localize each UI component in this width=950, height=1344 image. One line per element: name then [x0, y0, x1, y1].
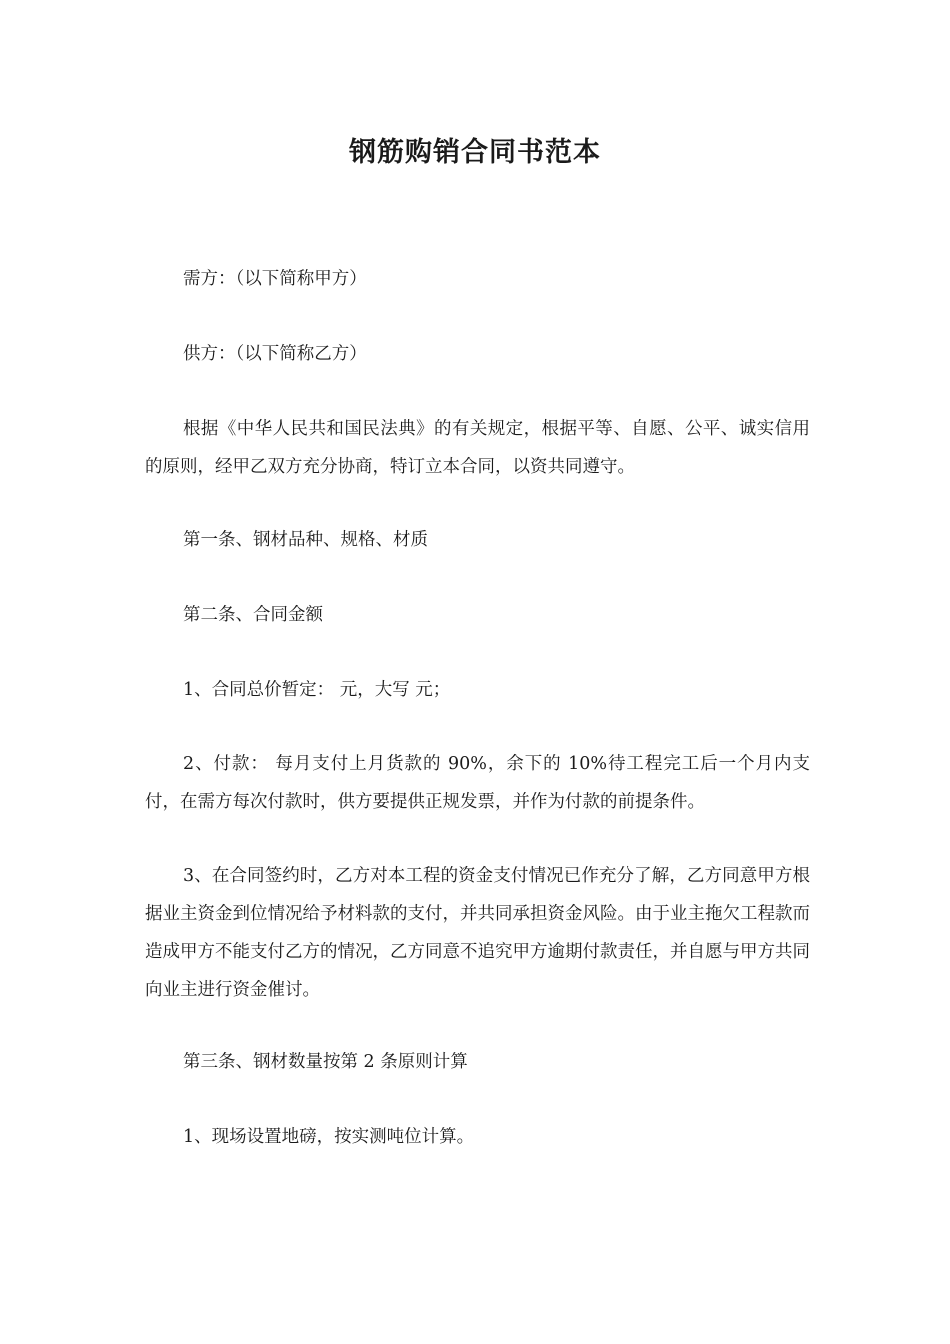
article-2-item-3: 3、在合同签约时，乙方对本工程的资金支付情况已作充分了解，乙方同意甲方根据业主资金到位情况给予材料款的支付，并共同承担资金风险。由于业主拖欠工程款而造成甲方不能支付乙方的情况，乙方同意不追究甲方逾期付款责任，并自愿与甲方共同向业主进行资金催讨。: [145, 866, 810, 1000]
article-3-heading: 第三条、钢材数量按第 2 条原则计算: [183, 1052, 468, 1072]
article-2-item-1: 1、合同总价暂定： 元，大写 元；: [183, 680, 451, 700]
preamble-paragraph: 根据《中华人民共和国民法典》的有关规定，根据平等、自愿、公平、诚实信用的原则，经甲乙双方充分协商，特订立本合同，以资共同遵守。: [145, 419, 810, 477]
article-3-item-1: 1、现场设置地磅，按实测吨位计算。: [183, 1127, 475, 1147]
article-2-item-2: 2、付款： 每月支付上月货款的 90%，余下的 10%待工程完工后一个月内支付，在需方每次付款时，供方要提供正规发票，并作为付款的前提条件。: [145, 754, 810, 812]
article-1-heading: 第一条、钢材品种、规格、材质: [183, 530, 428, 550]
article-2-heading: 第二条、合同金额: [183, 605, 323, 625]
party-b-line: 供方：（以下简称乙方）: [183, 344, 367, 364]
document-title: 钢筋购销合同书范本: [349, 137, 601, 168]
party-a-line: 需方：（以下简称甲方）: [183, 269, 367, 289]
